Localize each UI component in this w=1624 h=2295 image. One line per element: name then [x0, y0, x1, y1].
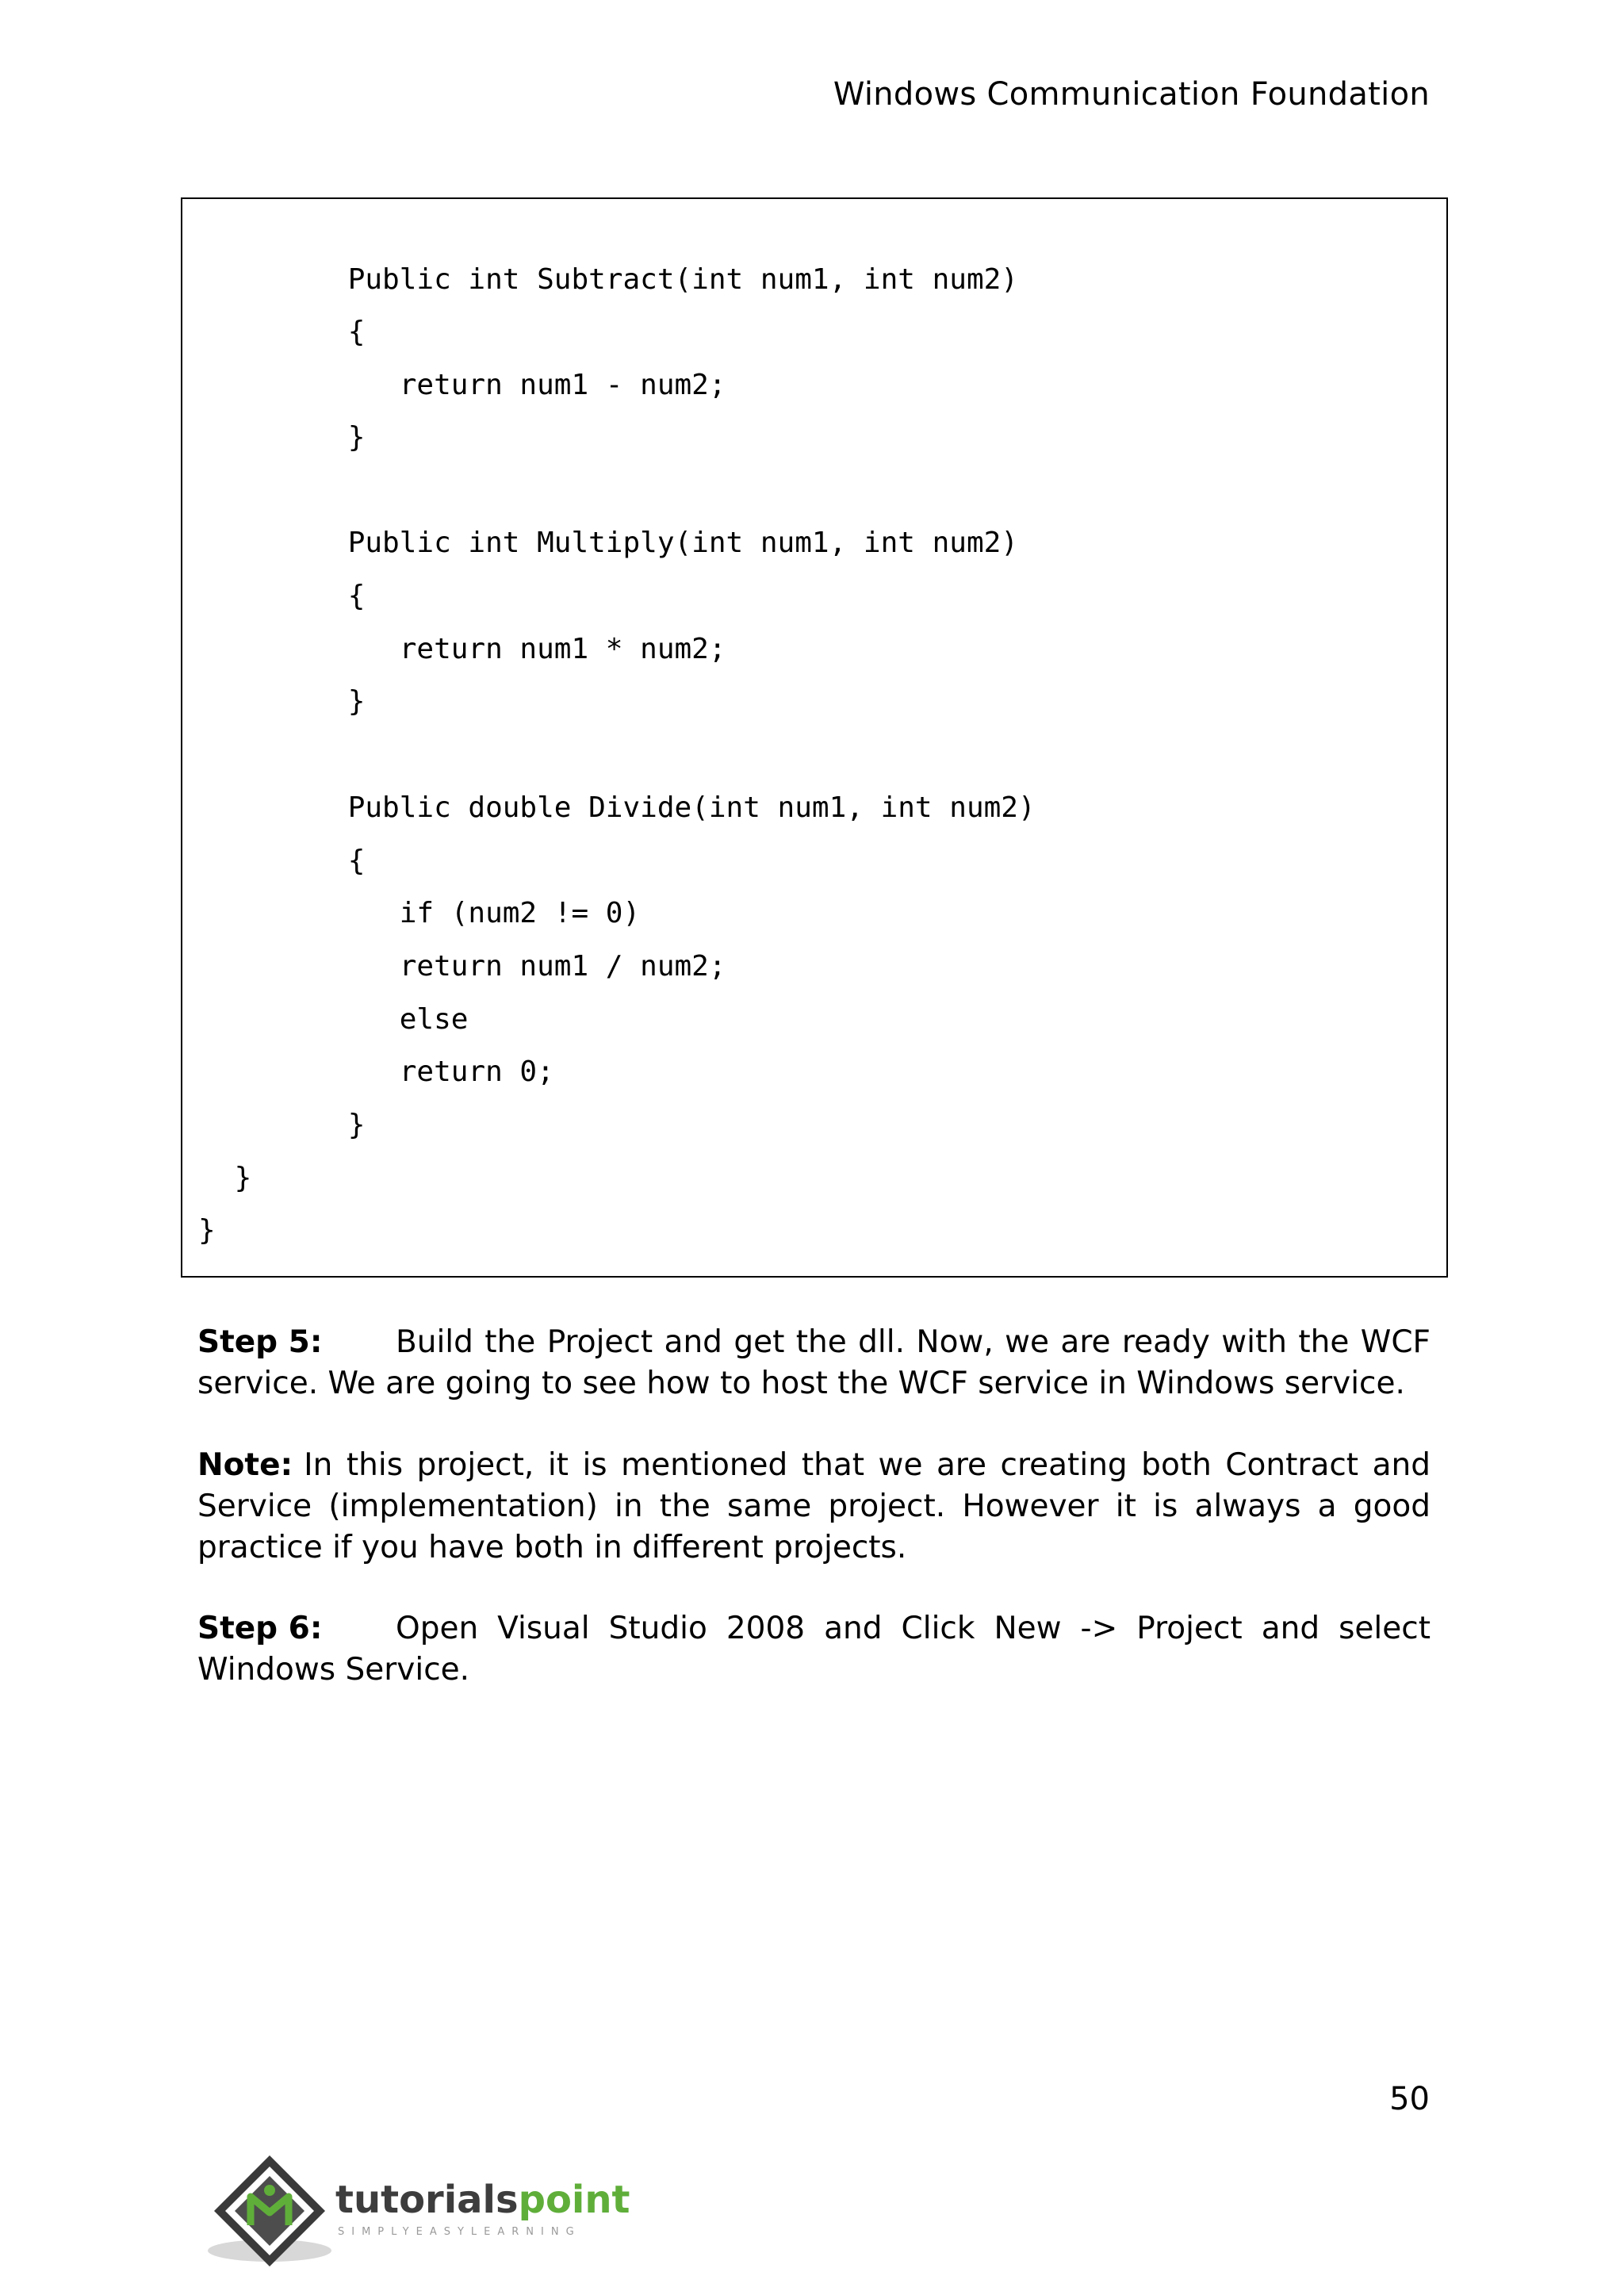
- code-line: {: [279, 845, 366, 877]
- code-line: }: [217, 1162, 252, 1194]
- page-header-title: Windows Communication Foundation: [833, 76, 1430, 113]
- code-line: Public double Divide(int num1, int num2): [279, 791, 1036, 824]
- code-line: }: [198, 1214, 216, 1247]
- logo-wordmark: tutorialspoint: [335, 2178, 630, 2222]
- code-line: }: [279, 1109, 366, 1141]
- code-line: return num1 - num2;: [279, 369, 726, 401]
- code-line: }: [279, 685, 366, 718]
- code-line: return num1 * num2;: [279, 633, 726, 665]
- step-6-text: Open Visual Studio 2008 and Click New -> Project and select Windows Service.: [197, 1611, 1431, 1688]
- page-number: 50: [1389, 2081, 1430, 2117]
- code-line: }: [279, 421, 366, 454]
- step-5-paragraph: [197, 1322, 1431, 1404]
- note-paragraph: [197, 1445, 1431, 1569]
- code-line: if (num2 != 0): [279, 897, 641, 929]
- code-line: return num1 / num2;: [279, 950, 726, 983]
- code-line: {: [279, 316, 366, 348]
- code-line: else: [279, 1003, 469, 1036]
- code-line: {: [279, 580, 366, 612]
- step-5-label: Step 5:: [197, 1324, 323, 1360]
- step-5-text: Build the Project and get the dll. Now, we are ready with the WCF service. We are going to see how to host the WCF service in Windows service.: [197, 1324, 1431, 1401]
- step-6-label: Step 6:: [197, 1611, 323, 1646]
- logo-tagline: SIMPLYEASYLEARNING: [338, 2226, 581, 2238]
- tutorialspoint-logo: [205, 2149, 649, 2268]
- step-6-paragraph: [197, 1608, 1431, 1691]
- code-line: Public int Subtract(int num1, int num2): [279, 263, 1018, 296]
- code-line: Public int Multiply(int num1, int num2): [279, 527, 1018, 559]
- code-block: [181, 197, 1448, 1278]
- note-label: Note:: [197, 1447, 293, 1483]
- code-line: return 0;: [279, 1056, 554, 1088]
- note-text: In this project, it is mentioned that we are creating both Contract and Service (implementation) in the same project. However it is always a good practice if you have both in different projects.: [197, 1447, 1431, 1565]
